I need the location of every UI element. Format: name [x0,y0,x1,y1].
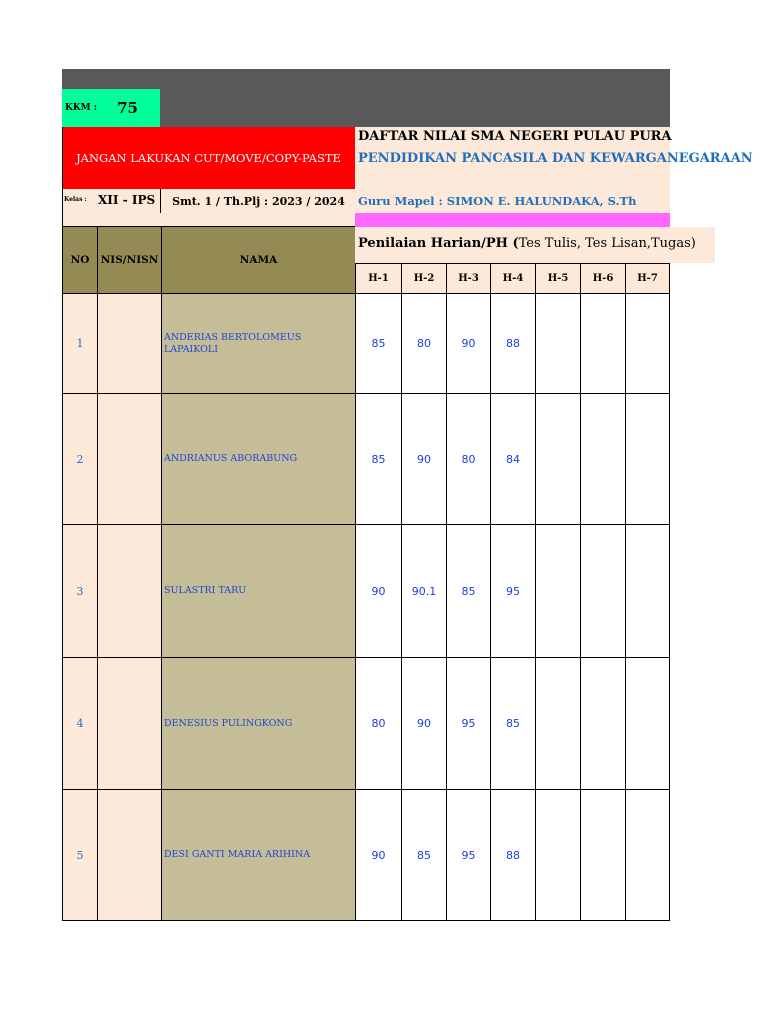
student-name-line: SULASTRI TARU [164,585,247,596]
score-cell-h5 [535,293,580,393]
score-cell-h3: 90 [446,293,490,393]
teacher-name: Guru Mapel : SIMON E. HALUNDAKA, S.Th [355,189,670,213]
assessment-header [355,227,715,263]
grid-line [62,226,355,227]
score-cell-h4: 88 [490,293,535,393]
score-cell-h3: 85 [446,524,490,657]
score-cell-h7 [625,657,670,789]
student-name-line: ANDRIANUS ABORABUNG [164,453,298,464]
row-number: 2 [62,393,97,524]
kkm-label: KKM : [65,103,98,113]
column-header-nis: NIS/NISN [97,227,161,293]
score-cell-h5 [535,789,580,920]
column-header-h7: H-7 [625,263,670,293]
grid-line [355,263,670,264]
assessment-title: Penilaian Harian/PH ( [358,236,519,251]
score-cell-h3: 80 [446,393,490,524]
score-cell-h5 [535,393,580,524]
row-nis [97,789,161,920]
row-nis [97,524,161,657]
score-cell-h1: 90 [355,789,401,920]
row-number: 3 [62,524,97,657]
row-nis [97,393,161,524]
kkm-box [62,89,160,127]
column-header-h3: H-3 [446,263,490,293]
spacer-row [62,213,355,227]
row-nis [97,293,161,393]
column-header-h5: H-5 [535,263,580,293]
warning-banner: JANGAN LAKUKAN CUT/MOVE/COPY-PASTE [62,127,355,189]
score-cell-h5 [535,524,580,657]
score-cell-h4: 95 [490,524,535,657]
score-cell-h6 [580,524,625,657]
student-name-line: DENESIUS PULINGKONG [164,717,293,729]
column-header-h4: H-4 [490,263,535,293]
grid-line [669,263,670,921]
score-cell-h1: 80 [355,657,401,789]
grid-line [62,920,670,921]
kkm-value: 75 [117,99,138,117]
score-cell-h2: 85 [401,789,446,920]
score-cell-h2: 90 [401,393,446,524]
score-cell-h2: 90 [401,657,446,789]
sheet-title: DAFTAR NILAI SMA NEGERI PULAU PURA [358,129,672,144]
score-cell-h7 [625,789,670,920]
subject-title: PENDIDIKAN PANCASILA DAN KEWARGANEGARAAN [358,151,753,166]
score-cell-h3: 95 [446,789,490,920]
column-header-no: NO [62,227,97,293]
student-name [161,524,355,657]
score-cell-h4: 84 [490,393,535,524]
row-number: 4 [62,657,97,789]
grid-line [62,127,63,921]
score-cell-h6 [580,393,625,524]
assessment-types: Tes Tulis, Tes Lisan,Tugas) [518,236,696,251]
score-cell-h2: 90.1 [401,524,446,657]
score-cell-h4: 85 [490,657,535,789]
score-cell-h7 [625,524,670,657]
row-nis [97,657,161,789]
score-cell-h7 [625,393,670,524]
score-cell-h1: 85 [355,293,401,393]
row-number: 5 [62,789,97,920]
student-name [161,657,355,789]
score-cell-h3: 95 [446,657,490,789]
score-cell-h1: 85 [355,393,401,524]
column-header-h1: H-1 [355,263,401,293]
student-name [161,789,355,920]
title-area [355,127,753,189]
column-header-nama: NAMA [161,227,355,293]
semester-info: Smt. 1 / Th.Plj : 2023 / 2024 [160,189,356,213]
score-cell-h6 [580,657,625,789]
kelas-value: XII - IPS [98,193,156,207]
score-cell-h2: 80 [401,293,446,393]
student-name-line: DESI GANTI MARIA ARIHINA [164,849,311,860]
score-cell-h4: 88 [490,789,535,920]
student-name [161,393,355,524]
score-cell-h7 [625,293,670,393]
score-cell-h6 [580,293,625,393]
score-cell-h1: 90 [355,524,401,657]
column-header-h6: H-6 [580,263,625,293]
pink-bar [355,213,670,227]
student-name-line: LAPAIKOLI [164,343,218,355]
student-name [161,293,355,393]
kelas-label: Kelas : [64,196,87,203]
row-number: 1 [62,293,97,393]
score-cell-h6 [580,789,625,920]
column-header-h2: H-2 [401,263,446,293]
student-name-line: ANDERIAS BERTOLOMEUS [164,331,302,343]
class-info [62,189,355,213]
score-cell-h5 [535,657,580,789]
